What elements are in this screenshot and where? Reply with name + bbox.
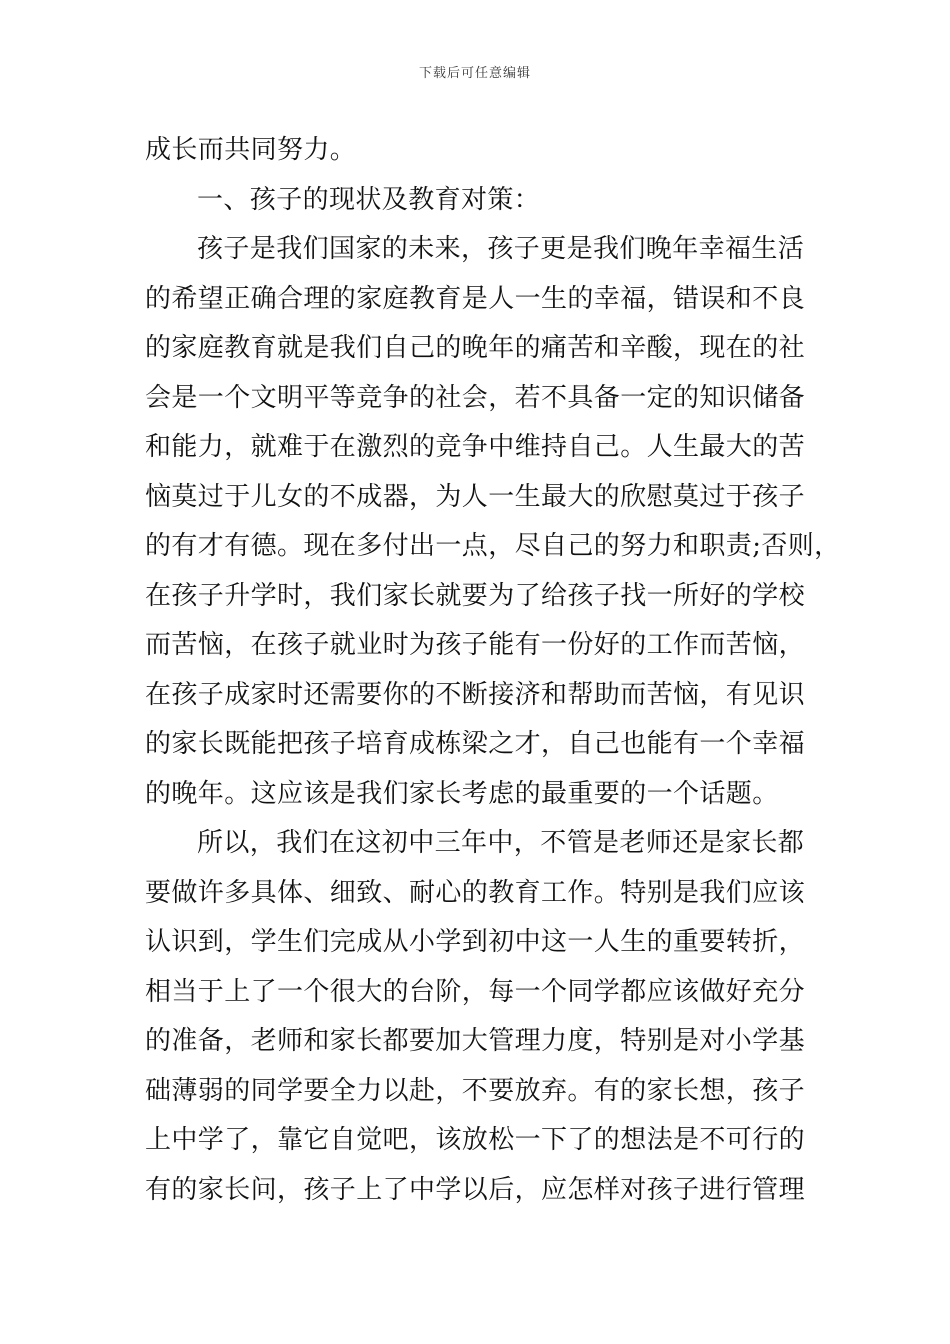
text-line: 要做许多具体、细致、耐心的教育工作。特别是我们应该 [145,877,806,908]
document-body [145,126,841,1215]
text-line: 而苦恼，在孩子就业时为孩子能有一份好的工作而苦恼， [145,630,806,660]
section-heading: 一、孩子的现状及教育对策： [197,184,541,215]
text-line: 在孩子升学时，我们家长就要为了给孩子找一所好的学校 [145,580,806,611]
text-line: 的准备，老师和家长都要加大管理力度，特别是对小学基 [145,1026,806,1056]
text-line: 上中学了，靠它自觉吧，该放松一下了的想法是不可行的 [145,1125,806,1155]
text-line: 认识到，学生们完成从小学到初中这一人生的重要转折， [145,927,806,957]
text-line: 的晚年。这应该是我们家长考虑的最重要的一个话题。 [145,778,779,809]
text-line: 有的家长问，孩子上了中学以后，应怎样对孩子进行管理 [145,1174,806,1205]
text-line: 的家长既能把孩子培育成栋梁之才，自己也能有一个幸福 [145,729,806,759]
text-line: 础薄弱的同学要全力以赴，不要放弃。有的家长想，孩子 [145,1075,806,1106]
text-line: 恼莫过于儿女的不成器，为人一生最大的欣慰莫过于孩子 [145,481,806,512]
text-line: 成长而共同努力。 [145,135,357,165]
text-line: 所以，我们在这初中三年中，不管是老师还是家长都 [197,828,805,858]
page-header-note: 下载后可任意编辑 [418,66,531,81]
text-line: 的有才有德。现在多付出一点，尽自己的努力和职责;否则， [145,531,841,561]
text-line: 会是一个文明平等竞争的社会，若不具备一定的知识储备 [145,382,806,413]
text-line: 和能力，就难于在激烈的竞争中维持自己。人生最大的苦 [145,432,806,462]
text-line: 的家庭教育就是我们自己的晚年的痛苦和辛酸，现在的社 [145,333,806,363]
text-line: 在孩子成家时还需要你的不断接济和帮助而苦恼，有见识 [145,679,806,710]
text-line: 孩子是我们国家的未来，孩子更是我们晚年幸福生活 [197,234,805,264]
text-line: 相当于上了一个很大的台阶，每一个同学都应该做好充分 [145,976,806,1007]
text-line: 的希望正确合理的家庭教育是人一生的幸福，错误和不良 [145,283,806,314]
